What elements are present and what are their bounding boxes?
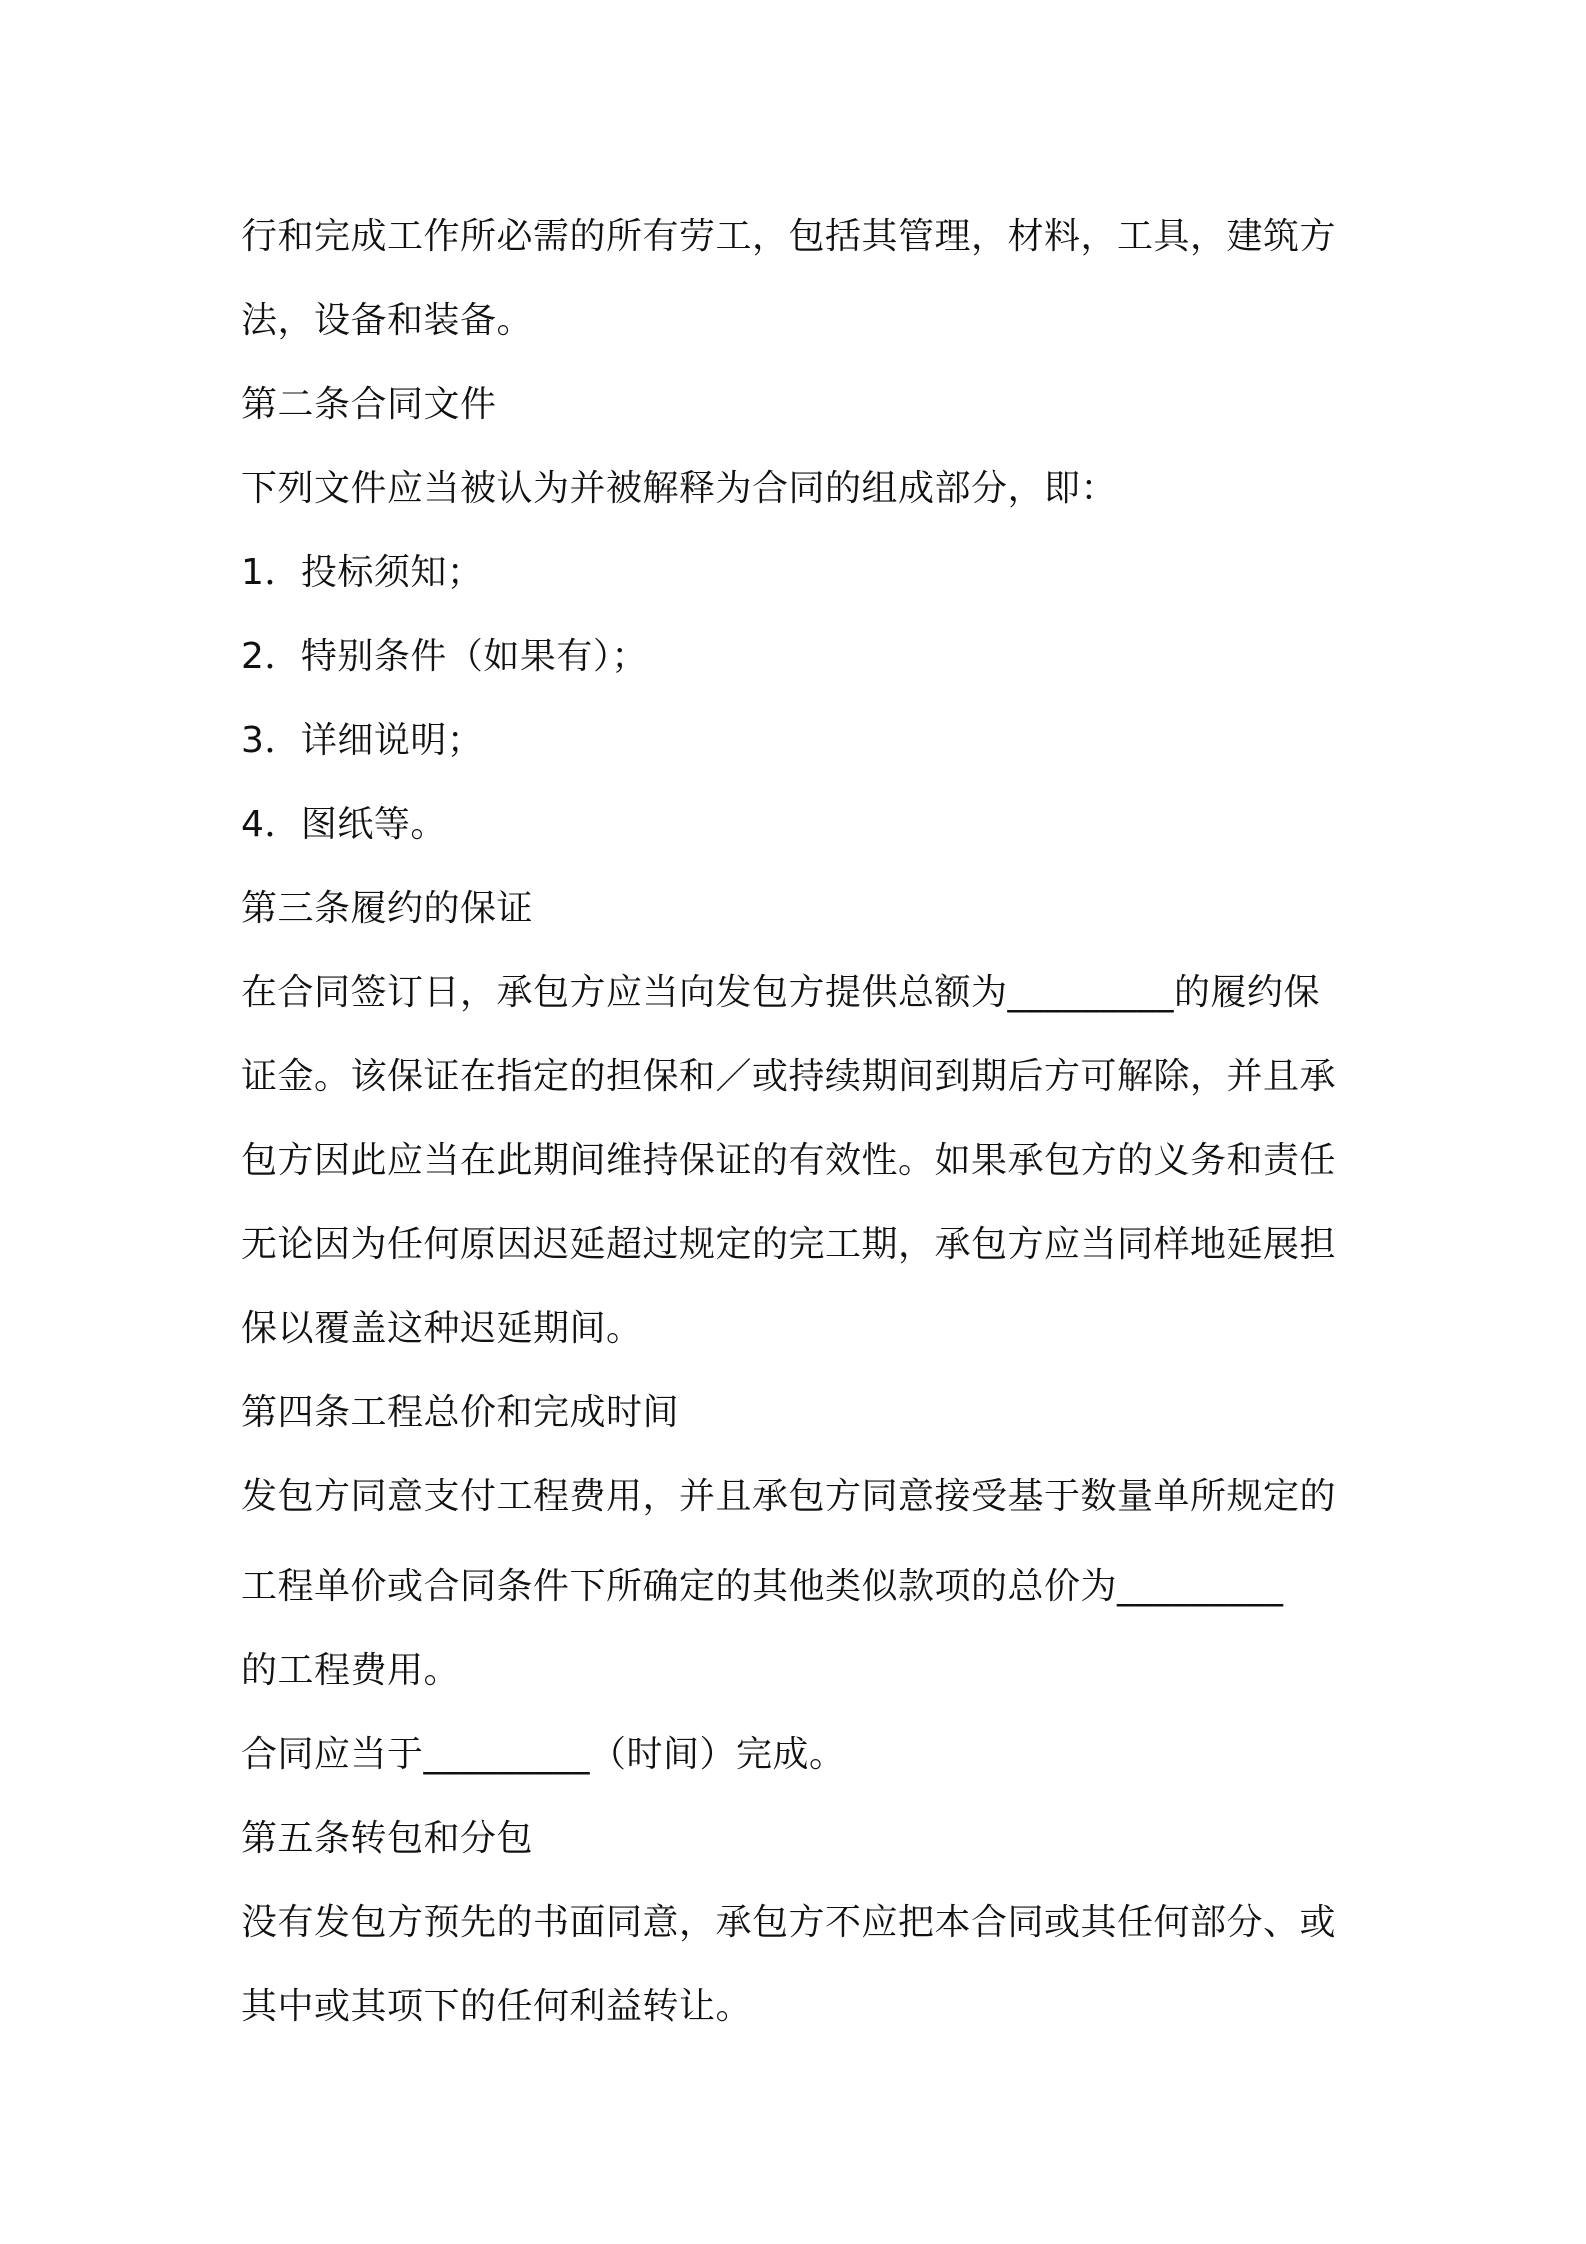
paragraph-line: 行和完成工作所必需的所有劳工，包括其管理，材料，工具，建筑方	[241, 216, 1337, 257]
paragraph-line: 其中或其项下的任何利益转让。	[241, 1986, 753, 2027]
section-heading: 第三条履约的保证	[241, 888, 534, 929]
paragraph-line: 在合同签订日，承包方应当向发包方提供总额为_________的履约保	[241, 972, 1321, 1013]
paragraph-line: 合同应当于_________（时间）完成。	[241, 1734, 846, 1775]
section-heading: 第二条合同文件	[241, 384, 497, 425]
paragraph-line: 包方因此应当在此期间维持保证的有效性。如果承包方的义务和责任	[241, 1140, 1337, 1181]
paragraph-line: 无论因为任何原因迟延超过规定的完工期，承包方应当同样地延展担	[241, 1224, 1337, 1265]
paragraph-line: 下列文件应当被认为并被解释为合同的组成部分，即：	[241, 468, 1118, 509]
paragraph-line: 的工程费用。	[241, 1650, 461, 1691]
paragraph-line: 没有发包方预先的书面同意，承包方不应把本合同或其任何部分、或	[241, 1902, 1337, 1943]
list-item: 3．详细说明；	[241, 720, 484, 761]
list-item: 4．图纸等。	[241, 804, 447, 845]
section-heading: 第四条工程总价和完成时间	[241, 1392, 680, 1433]
paragraph-line: 工程单价或合同条件下所确定的其他类似款项的总价为_________	[241, 1566, 1284, 1607]
paragraph-line: 保以覆盖这种迟延期间。	[241, 1308, 643, 1349]
paragraph-line: 证金。该保证在指定的担保和／或持续期间到期后方可解除，并且承	[241, 1056, 1337, 1097]
paragraph-line: 法，设备和装备。	[241, 300, 534, 341]
list-item: 2．特别条件（如果有）；	[241, 636, 648, 677]
section-heading: 第五条转包和分包	[241, 1818, 534, 1859]
paragraph-line: 发包方同意支付工程费用，并且承包方同意接受基于数量单所规定的	[241, 1476, 1337, 1517]
document-body	[241, 195, 1361, 2049]
list-item: 1．投标须知；	[241, 552, 484, 593]
